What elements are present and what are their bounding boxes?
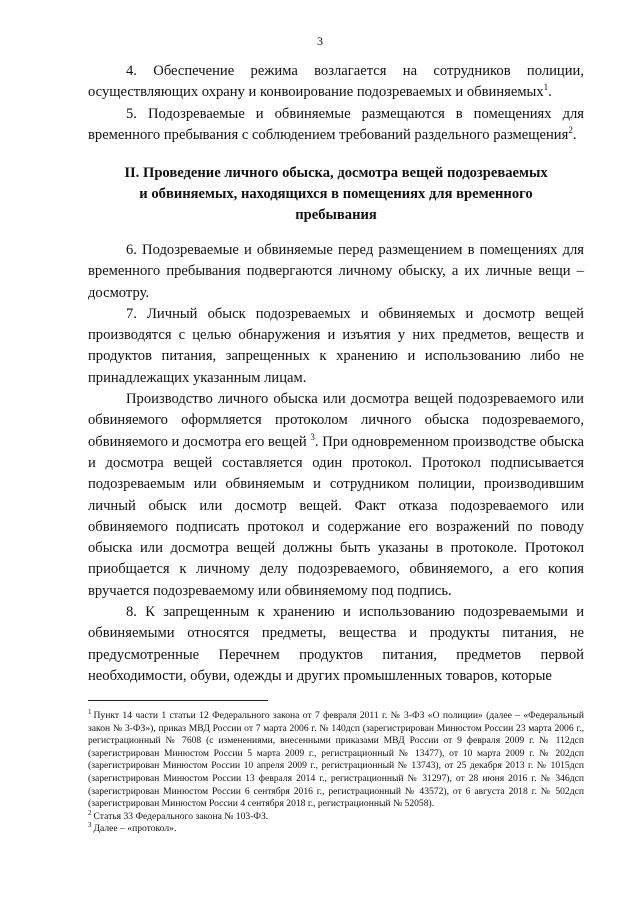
footnote-mark: 3	[88, 821, 92, 830]
paragraph-5: 5. Подозреваемые и обвиняемые размещаются в помещениях для временного пребывания с соблюдением требований раздельного размещения$^2$.	[88, 105, 584, 143]
footnote-ref-1[interactable]: 1	[543, 82, 549, 93]
footnotes	[88, 707, 584, 836]
paragraph-4: 4. Обеспечение режима возлагается на сотрудников полиции, осуществляющих охрану и конвоирование подозреваемых и обвиняемых$^1$.	[88, 63, 584, 101]
section-heading-line-3: пребывания	[295, 207, 377, 223]
footnote-ref-3[interactable]: 3	[310, 431, 315, 442]
paragraph-8: 8. К запрещенным к хранению и использованию подозреваемыми и обвиняемыми относятся предметы, вещества и продукты питания, не предусмотренные Перечнем продуктов питания, предметов первой необходимости, обуви, одежды и других промышленных товаров, которые	[88, 604, 584, 684]
paragraph-7: 7. Личный обыск подозреваемых и обвиняемых и досмотр вещей производятся с целью обнаружения и изъятия у них предметов, веществ и продуктов питания, запрещенных к хранению и использованию либо не принадлежащих указанным лицам.	[88, 305, 584, 386]
footnote-2: $^2$ Статья 33 Федерального закона № 103-ФЗ.	[88, 808, 269, 822]
footnote-ref-2[interactable]: 2	[568, 125, 573, 136]
paragraphs-6-8	[88, 240, 584, 687]
section-heading-line-2: и обвиняемых, находящихся в помещениях для временного	[139, 186, 533, 202]
footnote-divider	[88, 700, 268, 701]
section-heading	[88, 163, 584, 226]
footnote-mark: 2	[88, 808, 92, 817]
page-number: 3	[317, 34, 323, 48]
paragraphs-4-5	[88, 61, 584, 146]
section-heading-line-1: II. Проведение личного обыска, досмотра вещей подозреваемых	[124, 165, 548, 181]
footnote-mark: 1	[88, 707, 92, 716]
paragraph-6: 6. Подозреваемые и обвиняемые перед размещением в помещениях для временного пребывания подвергаются личному обыску, а их личные вещи – досмотру.	[88, 242, 584, 301]
footnote-1: $^1$ Пункт 14 части 1 статьи 12 Федерального закона от 7 февраля 2011 г. № 3-ФЗ «О полиции» (далее – «Федеральный закон № 3-ФЗ»), приказ МВД России от 7 марта 2006 г. № 140дсп (зарегистрирован Минюстом России 23 марта 2006 г., регистрационный № 7608 (с изменениями, внесенными приказами МВД России от 9 февраля 2009 г. № 112дсп (зарегистрирован Минюстом России 5 марта 2009 г., регистрационный № 13477), от 10 марта 2009 г. № 202дсп (зарегистрирован Минюстом России 10 апреля 2009 г., регистрационный № 13743), от 25 декабря 2013 г. № 1015дсп (зарегистрирован Минюстом России 13 февраля 2014 г., регистрационный № 31297), от 28 июня 2016 г. № 346дсп (зарегистрирован Минюстом России 6 сентября 2016 г., регистрационный № 43572), от 6 августа 2018 г. № 502дсп (зарегистрирован Минюстом России 4 сентября 2018 г., регистрационный № 52058).	[88, 707, 584, 810]
paragraph-protocol: Производство личного обыска или досмотра вещей подозреваемого или обвиняемого оформляется протоколом личного обыска подозреваемого, обвиняемого и досмотра его вещей $^3$. При одновременном производстве обыска и досмотра вещей составляется один протокол. Протокол подписывается подозреваемым или обвиняемым и сотрудником полиции, производившим личный обыск или досмотр вещей. Факт отказа подозреваемого или обвиняемого подписать протокол и содержание его возражений по поводу обыска или досмотра вещей должны быть указаны в протоколе. Протокол приобщается к личному делу подозреваемого, обвиняемого, а его копия вручается подозреваемому или обвиняемому под подпись.	[88, 391, 585, 599]
footnote-3: $^3$ Далее – «протокол».	[88, 821, 177, 835]
